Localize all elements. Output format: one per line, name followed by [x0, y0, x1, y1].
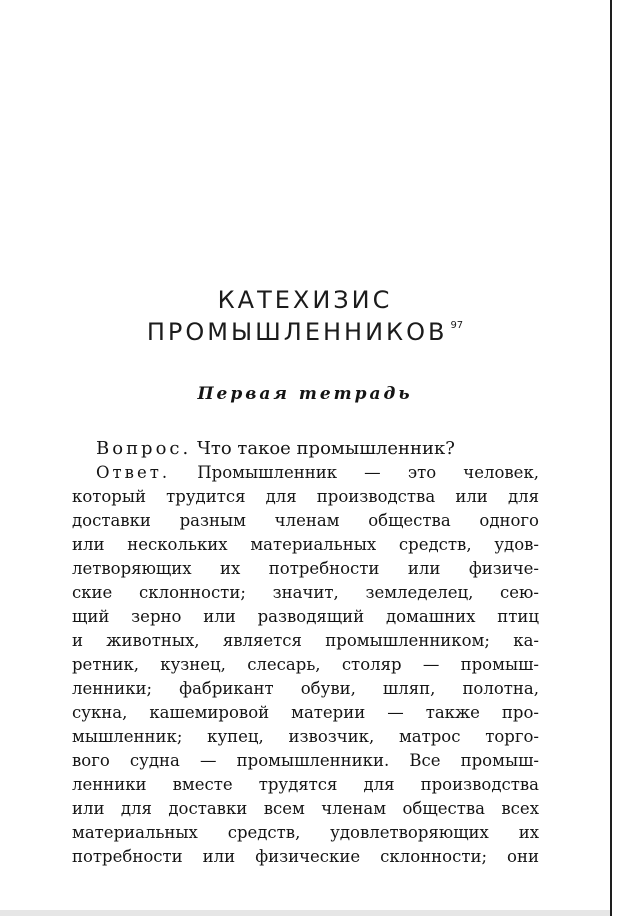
answer-line: и животных, является промышленником; ка- [72, 631, 539, 650]
answer-line: или нескольких материальных средств, удов- [72, 535, 539, 554]
viewer-bottom-edge [0, 910, 610, 916]
footnote-reference[interactable]: 97 [450, 320, 464, 331]
question-line [96, 438, 516, 460]
answer-line: который трудится для производства или для [72, 487, 539, 506]
answer-line: потребности или физические склонности; они [72, 847, 539, 866]
answer-line: летворяющих их потребности или физиче- [72, 559, 539, 578]
title-text-2: ПРОМЫШЛЕННИКОВ [146, 318, 448, 346]
answer-line: ленники; фабрикант обуви, шляп, полотна, [72, 679, 539, 698]
answer-line: ретник, кузнец, слесарь, столяр — промыш- [72, 655, 539, 674]
answer-line: мышленник; купец, извозчик, матрос торго- [72, 727, 539, 746]
answer-line: материальных средств, удовлетворяющих их [72, 823, 539, 842]
answer-line: вого судна — промышленники. Все промыш- [72, 751, 539, 770]
answer-line: щий зерно или разводящий домашних птиц [72, 607, 539, 626]
question-label: Вопрос. [96, 438, 192, 459]
page-edge-divider [610, 0, 612, 916]
answer-label: Ответ. [96, 463, 171, 482]
chapter-title-line-1 [0, 286, 610, 314]
chapter-title-line-2 [0, 318, 610, 346]
answer-line: сукна, кашемировой материи — также про- [72, 703, 539, 722]
section-heading: Первая тетрадь [197, 384, 413, 404]
answer-text-line-0: Промышленник — это человек, [197, 463, 539, 482]
answer-line: ленники вместе трудятся для производства [72, 775, 539, 794]
answer-line: доставки разным членам общества одного [72, 511, 539, 530]
question-text: Что такое промышленник? [196, 438, 455, 459]
answer-line: ские склонности; значит, земледелец, сею- [72, 583, 539, 602]
answer-first-line [96, 462, 539, 484]
answer-line: или для доставки всем членам общества всех [72, 799, 539, 818]
title-text-1: КАТЕХИЗИС [217, 286, 393, 314]
